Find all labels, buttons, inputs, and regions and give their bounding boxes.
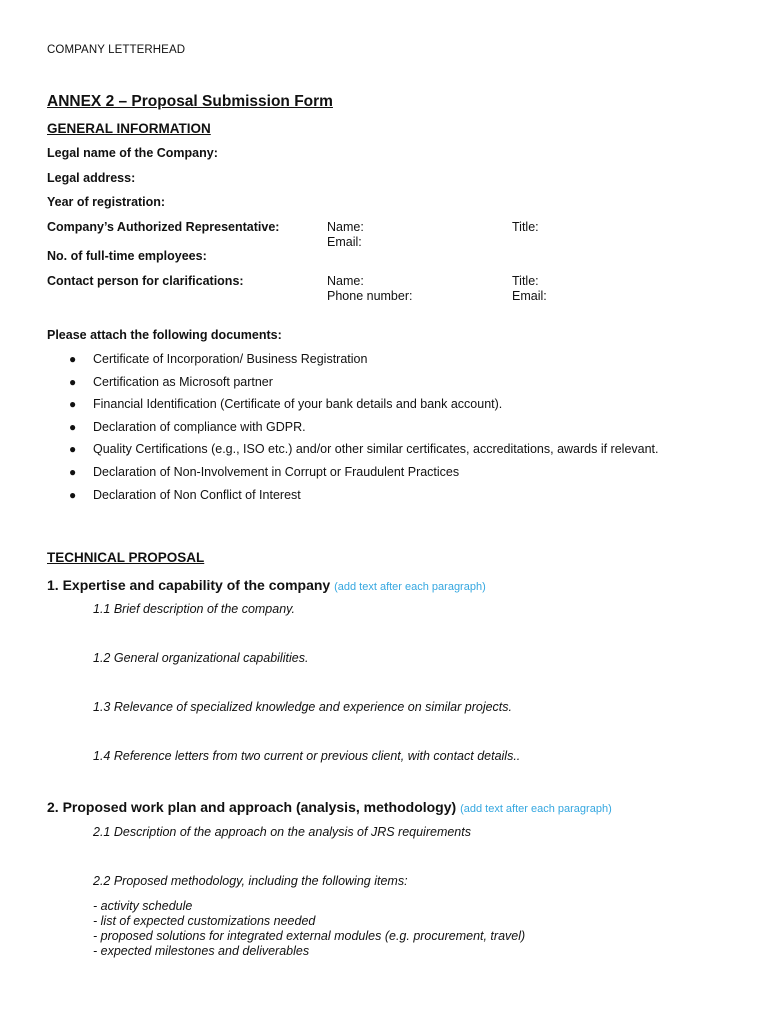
section2-note: (add text after each paragraph) xyxy=(460,803,612,815)
section2-title: 2. Proposed work plan and approach (analysis, methodology) xyxy=(47,799,457,815)
year-registration-label: Year of registration: xyxy=(47,195,166,209)
legal-name-label: Legal name of the Company: xyxy=(47,146,218,160)
documents-heading: Please attach the following documents: xyxy=(47,328,282,342)
bullet-icon: ● xyxy=(69,397,77,412)
document-item-text: Financial Identification (Certificate of your bank details and bank account). xyxy=(93,397,503,412)
document-item-text: Declaration of compliance with GDPR. xyxy=(93,419,306,434)
list-item xyxy=(67,420,707,435)
general-information-heading: GENERAL INFORMATION xyxy=(47,121,211,136)
employees-label: No. of full-time employees: xyxy=(47,249,207,263)
list-item xyxy=(67,465,707,480)
section1-note: (add text after each paragraph) xyxy=(334,581,486,593)
technical-proposal-heading: TECHNICAL PROPOSAL xyxy=(47,550,205,565)
bullet-icon: ● xyxy=(69,464,77,479)
bullet-icon: ● xyxy=(69,419,77,434)
section2-item: 2.2 Proposed methodology, including the following items: xyxy=(93,874,408,888)
section1-heading xyxy=(47,577,486,593)
contact-person-phone-label: Phone number: xyxy=(327,289,413,303)
annex-title: ANNEX 2 – Proposal Submission Form xyxy=(47,93,333,110)
list-item xyxy=(67,442,707,457)
letterhead: COMPANY LETTERHEAD xyxy=(47,44,186,56)
authorized-rep-email-label: Email: xyxy=(327,235,362,249)
authorized-rep-title-label: Title: xyxy=(512,220,539,234)
list-item xyxy=(67,375,707,390)
bullet-icon: ● xyxy=(69,442,77,457)
authorized-rep-name-label: Name: xyxy=(327,220,364,234)
bullet-icon: ● xyxy=(69,352,77,366)
list-item xyxy=(67,352,707,367)
document-item-text: Declaration of Non-Involvement in Corrupt or Fraudulent Practices xyxy=(93,464,460,479)
bullet-icon: ● xyxy=(69,487,77,502)
contact-person-email-label: Email: xyxy=(512,289,547,303)
section2-item: 2.1 Description of the approach on the analysis of JRS requirements xyxy=(93,825,471,839)
list-item xyxy=(67,397,707,412)
list-item: - expected milestones and deliverables xyxy=(93,944,310,958)
section1-item: 1.2 General organizational capabilities. xyxy=(93,651,309,665)
section2-heading xyxy=(47,799,612,815)
contact-person-title-label: Title: xyxy=(512,274,539,288)
document-item-text: Certification as Microsoft partner xyxy=(93,374,273,389)
document-item-text: Declaration of Non Conflict of Interest xyxy=(93,487,301,502)
list-item: - activity schedule xyxy=(93,899,193,913)
list-item xyxy=(67,488,707,503)
section1-title: 1. Expertise and capability of the company xyxy=(47,577,331,593)
bullet-icon: ● xyxy=(69,374,77,389)
document-item-text: Certificate of Incorporation/ Business Registration xyxy=(93,352,368,366)
methodology-sub-list xyxy=(93,899,525,959)
legal-address-label: Legal address: xyxy=(47,171,136,185)
section1-item: 1.4 Reference letters from two current or previous client, with contact details.. xyxy=(93,749,521,763)
list-item: - list of expected customizations needed xyxy=(93,914,316,928)
document-item-text: Quality Certifications (e.g., ISO etc.) and/or other similar certificates, accreditations, awards if relevant. xyxy=(93,442,659,457)
documents-list xyxy=(67,352,707,510)
contact-person-name-label: Name: xyxy=(327,274,364,288)
contact-person-label: Contact person for clarifications: xyxy=(47,274,244,288)
list-item: - proposed solutions for integrated external modules (e.g. procurement, travel) xyxy=(93,929,526,943)
section1-item: 1.3 Relevance of specialized knowledge and experience on similar projects. xyxy=(93,700,512,714)
authorized-rep-label: Company’s Authorized Representative: xyxy=(47,220,280,234)
section1-item: 1.1 Brief description of the company. xyxy=(93,602,295,616)
